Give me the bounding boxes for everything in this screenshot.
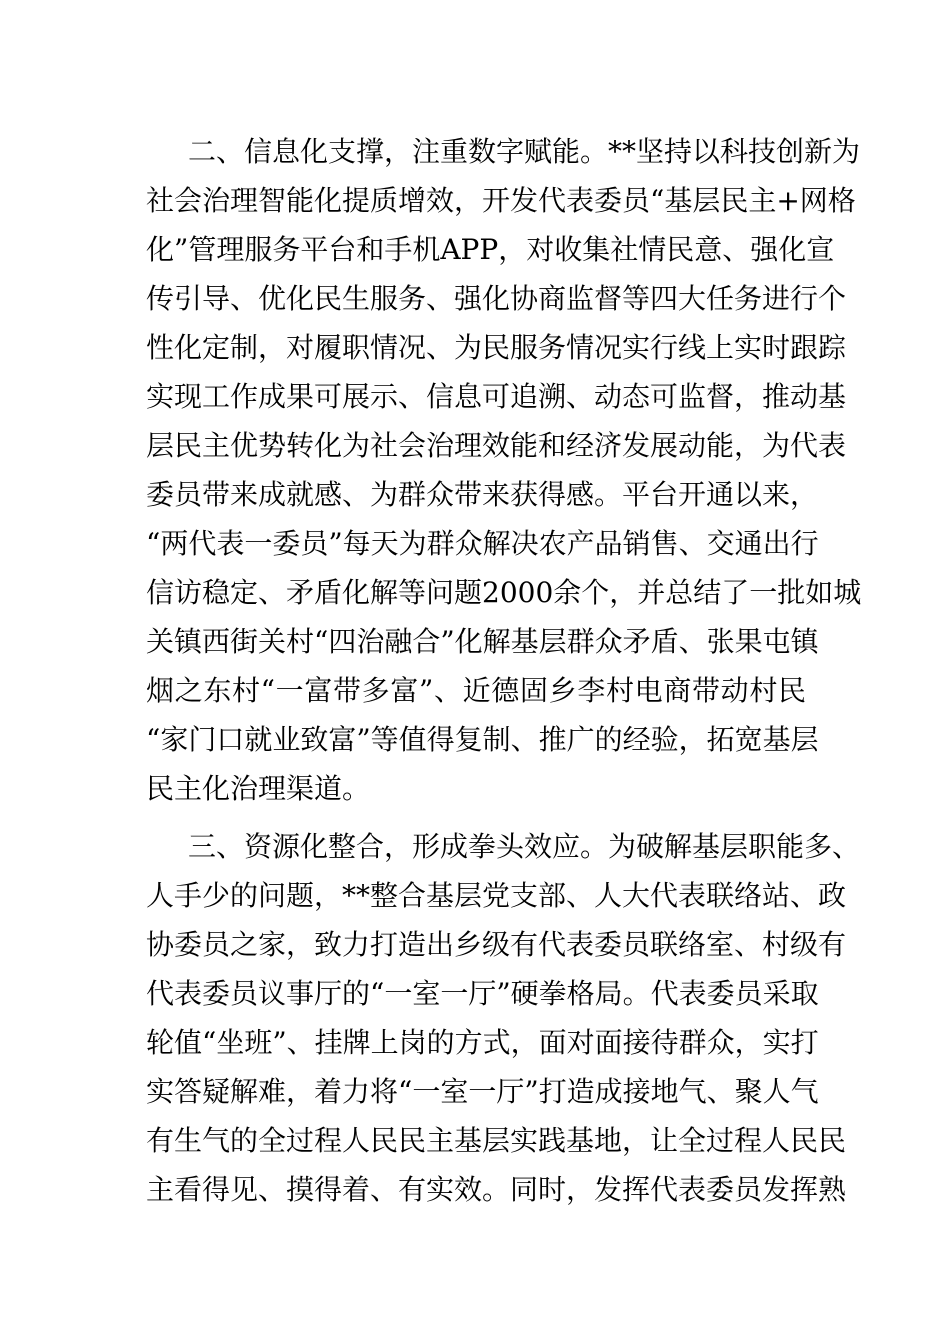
paragraph-line: 委员带来成就感、为群众带来获得感。平台开通以来， <box>146 478 819 511</box>
paragraph-line: 协委员之家，致力打造出乡级有代表委员联络室、村级有 <box>146 928 847 961</box>
paragraph-line: 三、资源化整合，形成拳头效应。为破解基层职能多、 <box>188 830 861 863</box>
paragraph-line: 性化定制，对履职情况、为民服务情况实行线上实时跟踪 <box>146 331 847 364</box>
paragraph-line: 传引导、优化民生服务、强化协商监督等四大任务进行个 <box>146 282 847 315</box>
paragraph-line: 层民主优势转化为社会治理效能和经济发展动能，为代表 <box>146 429 847 462</box>
paragraph-line: “家门口就业致富”等值得复制、推广的经验，拓宽基层 <box>146 723 819 756</box>
paragraph-line: 二、信息化支撑，注重数字赋能。**坚持以科技创新为 <box>188 135 861 168</box>
paragraph-line: 烟之东村“一富带多富”、近德固乡李村电商带动村民 <box>146 674 806 707</box>
paragraph-line: 轮值“坐班”、挂牌上岗的方式，面对面接待群众，实打 <box>146 1026 819 1059</box>
paragraph-line: 代表委员议事厅的“一室一厅”硬拳格局。代表委员采取 <box>146 977 819 1010</box>
paragraph-line: 有生气的全过程人民民主基层实践基地，让全过程人民民 <box>146 1124 847 1157</box>
paragraph-line: 关镇西街关村“四治融合”化解基层群众矛盾、张果屯镇 <box>146 625 819 658</box>
paragraph-line: 信访稳定、矛盾化解等问题2000余个，并总结了一批如城 <box>146 576 862 609</box>
paragraph-line: 社会治理智能化提质增效，开发代表委员“基层民主+网格 <box>146 184 856 217</box>
paragraph-line: 主看得见、摸得着、有实效。同时，发挥代表委员发挥熟 <box>146 1173 847 1206</box>
paragraph-line: 化”管理服务平台和手机APP，对收集社情民意、强化宣 <box>146 233 835 266</box>
paragraph-line: 人手少的问题，**整合基层党支部、人大代表联络站、政 <box>146 879 847 912</box>
paragraph-line: 民主化治理渠道。 <box>146 772 371 805</box>
paragraph-line: 实答疑解难，着力将“一室一厅”打造成接地气、聚人气 <box>146 1075 819 1108</box>
paragraph-line: “两代表一委员”每天为群众解决农产品销售、交通出行 <box>146 527 819 560</box>
paragraph-line: 实现工作成果可展示、信息可追溯、动态可监督，推动基 <box>146 380 847 413</box>
